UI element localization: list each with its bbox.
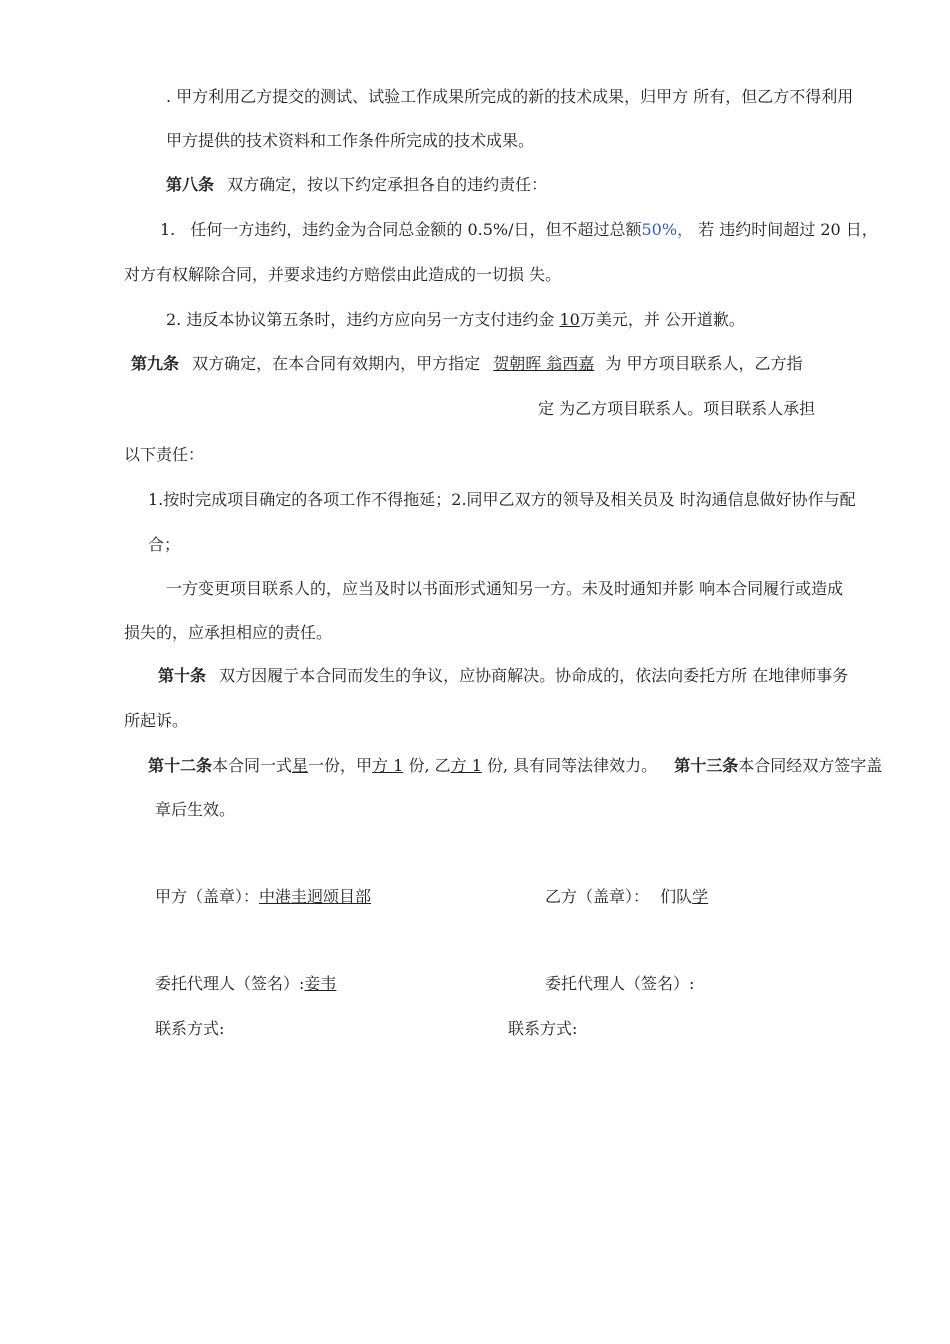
clause8-heading-line <box>166 175 547 195</box>
contact-b <box>508 1019 577 1039</box>
party-a-seal <box>155 887 371 907</box>
paragraph-text: 若 违约时间超过 20 日， <box>698 220 878 239</box>
party-b-seal <box>545 887 708 907</box>
paragraph-text: 任何一方违约，违约金为合同总金额的 0.5%/日，但不超过总额 <box>190 220 642 239</box>
agent-a-name: 妾韦 <box>304 974 337 993</box>
item-number: 1. <box>160 220 176 239</box>
clause8-item1-line2 <box>124 265 561 285</box>
clause7-end-line2 <box>166 131 534 151</box>
paragraph-text: 份, 乙 <box>408 756 451 775</box>
party-b-name-underlined: 学 <box>692 887 709 906</box>
party-b-copies: 方 1 <box>450 756 482 775</box>
clause9-line3 <box>124 445 204 465</box>
clause7-end-line1 <box>166 87 900 107</box>
copies-total: 星 <box>292 756 309 775</box>
contact-a <box>155 1019 224 1039</box>
paragraph-text: 本合同一式 <box>212 756 293 775</box>
party-a-label: 甲方（盖章）： <box>155 887 260 906</box>
party-a-copies: 方 1 <box>372 756 404 775</box>
clause9-line1 <box>131 354 803 374</box>
paragraph-text: 损失的，应承担相应的责任。 <box>124 623 333 642</box>
paragraph-text: 本合同经双方签字盖 <box>738 756 883 775</box>
paragraph-text: . 甲方利用乙方提交的测试、试验工作成果所完成的新的技术成果，归甲方 所有，但乙方不得利用 <box>166 87 854 106</box>
agent-a-label: 委托代理人（签名）: <box>155 974 305 993</box>
highlight-percent: 50%， <box>641 220 694 239</box>
paragraph-text: 章后生效。 <box>155 800 236 819</box>
paragraph-text: 合； <box>148 535 181 554</box>
clause12-13-line1 <box>148 756 882 776</box>
paragraph-text: 所起诉。 <box>124 711 189 730</box>
clause-heading: 第十三条 <box>674 756 739 775</box>
paragraph-text: 对方有权解除合同，并要求违约方赔偿由此造成的一切损 失。 <box>124 265 562 284</box>
paragraph-text: 为 甲方项目联系人，乙方指 <box>605 354 803 373</box>
penalty-amount: 10 <box>559 310 580 329</box>
party-a-name: 中港圭迥颂目部 <box>259 887 372 906</box>
paragraph-text: 定 为乙方项目联系人。项目联系人承担 <box>538 399 816 418</box>
paragraph-text: 双方确定，在本合同有效期内，甲方指定 <box>192 354 481 373</box>
agent-a <box>155 974 336 994</box>
paragraph-text: 双方因履亍本合同而发生的争议，应协商解决。协命成的，依法向委托方所 在地律师事务 <box>219 666 849 685</box>
agent-b-label: 委托代理人（签名）: <box>545 974 695 993</box>
clause9-line2 <box>538 399 815 419</box>
paragraph-text: 万美元，并 公开道歉。 <box>579 310 745 329</box>
agent-b <box>545 974 694 994</box>
paragraph-text: 一份，甲 <box>308 756 373 775</box>
clause10-line2 <box>124 711 188 731</box>
clause9-change-line1 <box>166 579 900 599</box>
contact-b-label: 联系方式: <box>508 1019 578 1038</box>
clause9-change-line2 <box>124 623 332 643</box>
paragraph-text: 甲方提供的技术资料和工作条件所完成的技术成果。 <box>166 131 535 150</box>
paragraph-text: 以下责任： <box>124 445 205 464</box>
clause8-item1-line1 <box>160 220 878 240</box>
paragraph-text: 1.按时完成项目确定的各项工作不得拖延；2.同甲乙双方的领导及相关员及 时沟通信息做好协作与配 <box>148 490 856 509</box>
clause9-duties-line2 <box>148 535 180 555</box>
paragraph-text: 2. 违反本协议第五条时，违约方应向另一方支付违约金 <box>166 310 555 329</box>
party-b-name: 们队 <box>660 887 693 906</box>
paragraph-text: 一方变更项目联系人的，应当及时以书面形式通知另一方。未及时通知并影 响本合同履行或造成 <box>166 579 844 598</box>
clause10-line1 <box>158 666 848 686</box>
clause-heading: 第十条 <box>158 666 207 685</box>
clause-heading: 第九条 <box>131 354 180 373</box>
clause8-item2 <box>166 310 745 330</box>
clause-heading: 第八条 <box>166 175 215 194</box>
clause-heading: 第十二条 <box>148 756 213 775</box>
party-b-label: 乙方（盖章）： <box>545 887 650 906</box>
contact-a-label: 联系方式: <box>155 1019 225 1038</box>
clause-intro: 双方确定，按以下约定承担各自的违约责任： <box>227 175 548 194</box>
clause9-duties-line1 <box>148 490 900 510</box>
paragraph-text: 份, 具有同等法律效力。 <box>487 756 658 775</box>
clause13-line2 <box>155 800 235 820</box>
party-a-contacts: 贺朝晖 翁西嘉 <box>493 354 595 373</box>
